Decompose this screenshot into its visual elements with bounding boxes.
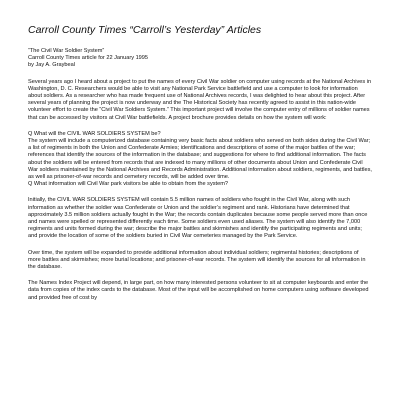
- article-source: Carroll County Times article for 22 January 1995: [28, 55, 149, 62]
- body-paragraph: The Names Index Project will depend, in large part, on how many interested persons volunteer to sit at computer keyboards and enter the data from copies of the index cards to the database. Most of the input will be accomplished on home computers using software developed and provided free of cost by: [28, 280, 369, 301]
- article-headline: “The Civil War Soldier System”: [28, 48, 105, 54]
- qa-section: [28, 131, 372, 189]
- article-header: [28, 48, 372, 70]
- answer-1: The system will include a computerized database containing very basic facts about soldiers who served on both sides during the Civil War; a list of regiments in both the Union and Confederate Armies; identifications and descriptions of some of the major battles of the war; references that identify the sources of the information in the database; and suggestions for where to find additional information. The facts about the soldiers will be entered from records that are indexed to many millions of other documents about Union and Confederate Civil War soldiers maintained by the National Archives and Records Administration. Additional information about soldiers, regiments, and battles, as well as prisoner-of-war records and cemetery records, will be added over time.: [28, 138, 372, 181]
- document-title: Carroll County Times “Carroll’s Yesterday” Articles: [28, 24, 262, 36]
- question-2: Q What information will Civil War park visitors be able to obtain from the system?: [28, 181, 228, 188]
- body-paragraph: Over time, the system will be expanded to provide additional information about individual soldiers; regimental histories; descriptions of more battles and skirmishes; more burial locations; and prisoner-of-war records. The system will identify the sources for all information in the database.: [28, 249, 366, 271]
- question-1: Q What will the CIVIL WAR SOLDIERS SYSTEM be?: [28, 130, 161, 137]
- article-byline: by Jay A. Graybeal: [28, 62, 75, 69]
- body-paragraph: Initially, the CIVIL WAR SOLDIERS SYSTEM will contain 5.5 million names of soldiers who fought in the Civil War, along with such information as whether the soldier was Confederate or Union and the soldier’s regiment and rank. Historians have determined that approximately 3.5 million soldiers actually fought in the War; the records contain duplicates because some people served more than once and names were spelled or represented differently each time. Some soldiers even used aliases. The system will also identify the 7,000 regiments and units formed during the war; describe the major battles and skirmishes and identify the participating regiments and units; and provide the location of some of the soldiers buried in Civil War cemeteries managed by the Park Service.: [28, 197, 368, 240]
- intro-paragraph: Several years ago I heard about a project to put the names of every Civil War soldier on computer using records at the National Archives in Washington, D. C. Researchers would be able to visit any National Park Service battlefield and use a computer to look for information about soldiers. As a researcher who has made frequent use of National Archives records, I was delighted to hear about this project. After several years of planning the project is now underway and the The Historical Society has recently agreed to assist in this nation-wide volunteer effort to create the “Civil War Soldiers System.” This important project will involve the computer entry of millions of soldier names that can be accessed by visitors at Civil War battlefields. A project brochure provides details on how the system will work:: [28, 78, 372, 121]
